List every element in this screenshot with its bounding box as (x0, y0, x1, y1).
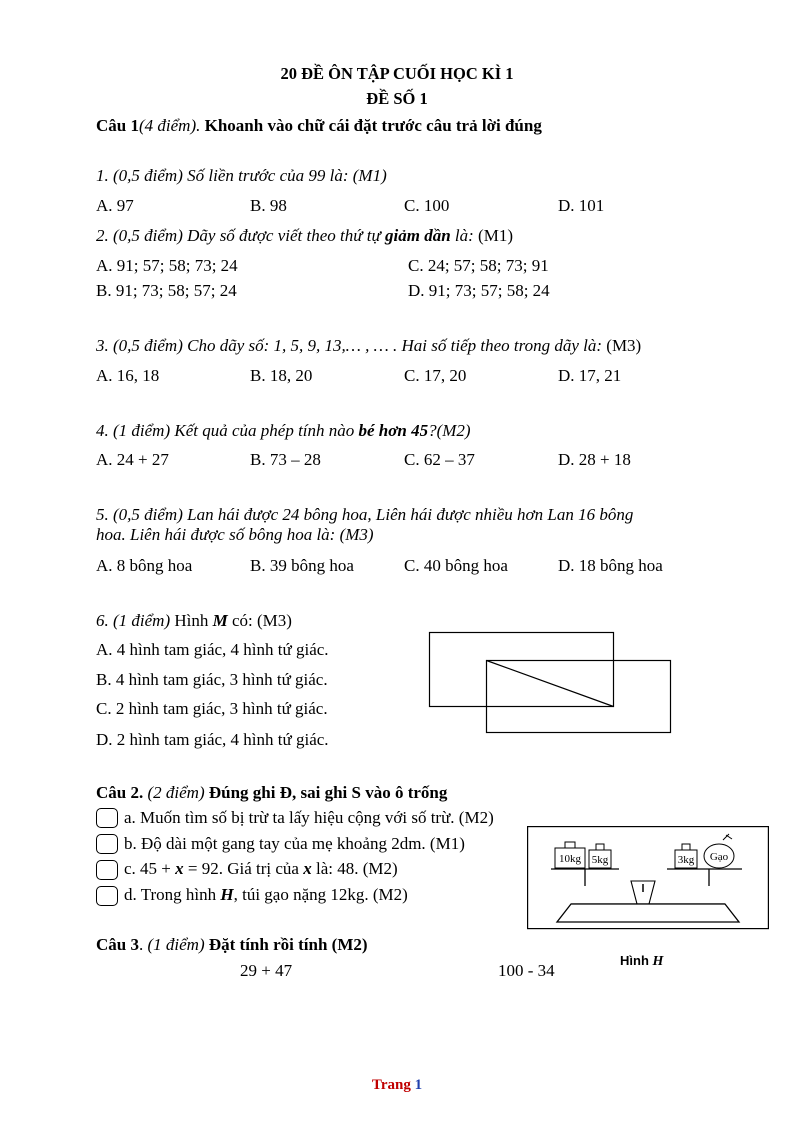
cau2-item-d-pre: d. Trong hình (124, 885, 221, 904)
figure-h-caption-var: H (652, 954, 664, 969)
cau3-expression-2: 100 - 34 (498, 961, 555, 980)
q2-text-pre: 2. (0,5 điểm) Dãy số được viết theo thứ tự (96, 226, 385, 245)
q2-text (96, 226, 513, 246)
rice-bag-label: Gạo (709, 851, 729, 863)
q2-option-a: A. 91; 57; 58; 73; 24 (96, 256, 238, 275)
q1-option-d: D. 101 (558, 196, 605, 215)
weight-3kg-handle-icon (682, 844, 690, 850)
cau3-heading (96, 935, 368, 955)
q5-option-b: B. 39 bông hoa (250, 556, 354, 575)
exam-title: 20 ĐỀ ÔN TẬP CUỐI HỌC KÌ 1 (280, 64, 514, 83)
cau2-item-c (124, 859, 398, 879)
cau2-item-a: a. Muốn tìm số bị trừ ta lấy hiệu cộng với số trừ. (M2) (124, 808, 494, 827)
q4-text-pre: 4. (1 điểm) Kết quả của phép tính nào (96, 421, 359, 440)
page-number: 1 (414, 1077, 423, 1093)
q3-text-main: 3. (0,5 điểm) Cho dãy số: 1, 5, 9, 13,… , … . Hai số tiếp theo trong dãy là: (96, 336, 603, 355)
figure-h-caption-pre: Hình (620, 953, 653, 968)
q6-option-c: C. 2 hình tam giác, 3 hình tứ giác. (96, 699, 328, 718)
cau2-item-c-pre: c. 45 + (124, 859, 176, 878)
q3-level: (M3) (602, 336, 642, 355)
answer-box-c[interactable] (96, 860, 118, 880)
q6-text-bold: M (212, 611, 228, 630)
cau2-item-b: b. Độ dài một gang tay của mẹ khoảng 2dm. (M1) (124, 834, 465, 853)
figure-m-rect-right (487, 661, 671, 733)
cau3-points: (1 điểm) (147, 935, 205, 954)
weight-10kg-label: 10kg (559, 853, 581, 865)
q4-option-d: D. 28 + 18 (558, 450, 631, 469)
figure-h-caption (620, 953, 663, 970)
cau2-heading (96, 783, 447, 803)
q2-text-post: là: (450, 226, 474, 245)
q6-text-pre: 6. (1 điểm) (96, 611, 171, 630)
q3-option-b: B. 18, 20 (250, 366, 313, 385)
q2-option-c: C. 24; 57; 58; 73; 91 (408, 256, 549, 275)
page-footer (0, 1077, 794, 1094)
cau2-item-d-bold: H (220, 885, 234, 904)
q6-text-mid: Hình (170, 611, 213, 630)
q1-option-a: A. 97 (96, 196, 134, 215)
figure-h (527, 826, 769, 930)
cau2-points: (2 điểm) (143, 783, 205, 802)
weight-5kg-handle-icon (596, 844, 604, 850)
answer-box-b[interactable] (96, 834, 118, 854)
q6-text (96, 611, 292, 631)
cau3-expression-1: 29 + 47 (240, 961, 293, 980)
q4-option-b: B. 73 – 28 (250, 450, 321, 469)
figure-m-diagonal (487, 661, 614, 707)
q2-level: (M1) (473, 226, 513, 245)
q5-option-d: D. 18 bông hoa (558, 556, 663, 575)
q6-option-b: B. 4 hình tam giác, 3 hình tứ giác. (96, 670, 328, 689)
cau3-dot: . (138, 935, 148, 954)
exam-number: ĐỀ SỐ 1 (366, 89, 428, 108)
q3-option-d: D. 17, 21 (558, 366, 622, 385)
weight-3kg-label: 3kg (677, 854, 695, 866)
q1-option-b: B. 98 (250, 196, 287, 215)
weight-10kg-handle-icon (565, 842, 575, 848)
answer-box-a[interactable] (96, 808, 118, 828)
q1-option-c: C. 100 (404, 196, 450, 215)
q1-text: 1. (0,5 điểm) Số liền trước của 99 là: (M1) (96, 166, 387, 185)
q6-text-post: có: (M3) (227, 611, 292, 630)
figure-m-rect-left (430, 633, 614, 707)
q4-text (96, 421, 471, 441)
answer-box-d[interactable] (96, 886, 118, 906)
cau2-label: Câu 2. (96, 783, 144, 802)
q5-option-c: C. 40 bông hoa (404, 556, 508, 575)
scale-base-icon (557, 904, 739, 922)
q3-text (96, 336, 641, 356)
q5-option-a: A. 8 bông hoa (96, 556, 193, 575)
q2-text-bold: giảm dần (385, 226, 451, 245)
q4-text-post: ?(M2) (428, 421, 471, 440)
cau1-instruction: Khoanh vào chữ cái đặt trước câu trả lời đúng (204, 116, 542, 135)
rice-bag-tie-icon (723, 834, 732, 840)
cau2-item-c-post: là: 48. (M2) (311, 859, 398, 878)
cau1-label: Câu 1 (96, 116, 139, 135)
q5-text-line2: hoa. Liên hái được số bông hoa là: (M3) (96, 525, 374, 544)
q4-option-a: A. 24 + 27 (96, 450, 169, 469)
cau2-item-d (124, 885, 408, 905)
q4-option-c: C. 62 – 37 (404, 450, 475, 469)
q6-option-d: D. 2 hình tam giác, 4 hình tứ giác. (96, 730, 329, 749)
cau2-item-c-var2: x (303, 859, 312, 878)
page-label: Trang (371, 1077, 411, 1093)
figure-m (425, 628, 675, 738)
q4-text-bold: bé hơn 45 (358, 421, 429, 440)
q3-option-c: C. 17, 20 (404, 366, 467, 385)
cau2-item-c-mid: = 92. Giá trị của (183, 859, 304, 878)
cau3-label: Câu 3 (96, 935, 139, 954)
q2-option-d: D. 91; 73; 57; 58; 24 (408, 281, 550, 300)
weight-5kg-label: 5kg (591, 854, 609, 866)
q6-option-a: A. 4 hình tam giác, 4 hình tứ giác. (96, 640, 329, 659)
q2-option-b: B. 91; 73; 58; 57; 24 (96, 281, 237, 300)
cau1-points: (4 điểm). (138, 116, 201, 135)
cau2-instruction: Đúng ghi Đ, sai ghi S vào ô trống (204, 783, 448, 802)
cau2-item-c-var: x (175, 859, 184, 878)
q3-option-a: A. 16, 18 (96, 366, 160, 385)
cau2-item-d-post: , túi gạo nặng 12kg. (M2) (233, 885, 408, 904)
q5-text-line1: 5. (0,5 điểm) Lan hái được 24 bông hoa, Liên hái được nhiều hơn Lan 16 bông (96, 505, 634, 524)
cau3-instruction: Đặt tính rồi tính (M2) (204, 935, 368, 954)
cau1-heading (96, 116, 542, 136)
